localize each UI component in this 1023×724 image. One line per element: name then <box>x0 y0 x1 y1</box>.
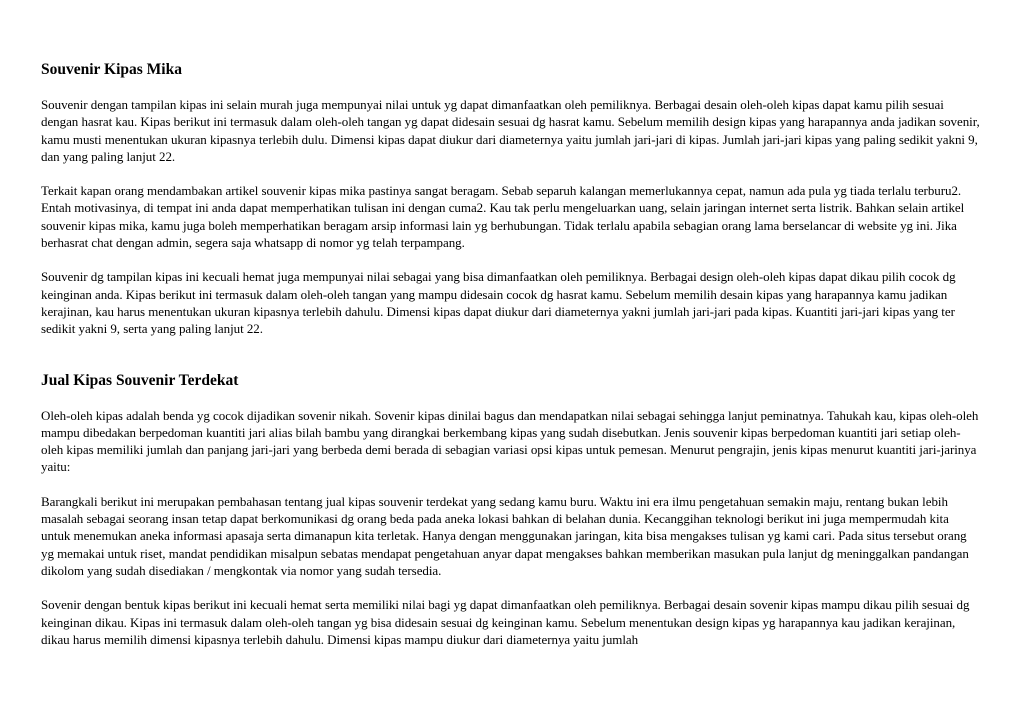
paragraph: Terkait kapan orang mendambakan artikel souvenir kipas mika pastinya sangat beragam. Sebab separuh kalangan memerlukannya cepat, namun ada pula yg tiada terlalu terburu2. Entah motivasinya, di tempat ini anda dapat memperhatikan tulisan ini dengan cuma2. Kau tak perlu mengeluarkan uang, selain jaringan internet serta listrik. Bahkan selain artikel souvenir kipas mika, kamu juga boleh memperhatikan beragam arsip informasi lain yg berhubungan. Tidak terlalu apabila sebagian orang lama berselancar di website yg ini. Jika berhasrat chat dengan admin, segera saja whatsapp di nomor yg telah terpampang. <box>41 183 965 251</box>
section-heading-jual-kipas-souvenir-terdekat: Jual Kipas Souvenir Terdekat <box>41 371 239 389</box>
paragraph: Souvenir dengan tampilan kipas ini selain murah juga mempunyai nilai untuk yg dapat dimanfaatkan oleh pemiliknya. Berbagai desain oleh-oleh kipas dapat kamu pilih sesuai dengan hasrat kau. Kipas berikut ini termasuk dalam oleh-oleh tangan yg dapat didesain sesuai dg hasrat kamu. Sebelum memilih design kipas yang harapannya anda jadikan sovenir, kamu musti menentukan ukuran kipasnya terlebih dulu. Dimensi kipas dapat diukur dari diameternya yaitu jumlah jari-jari di kipas. Jumlah jari-jari kipas yang paling sedikit yakni 9, dan yang paling lanjut 22. <box>41 97 980 164</box>
paragraph: Oleh-oleh kipas adalah benda yg cocok dijadikan sovenir nikah. Sovenir kipas dinilai bagus dan mendapatkan nilai sebagai sehingga lanjut peminatnya. Tahukah kau, kipas oleh-oleh mampu dibedakan berpedoman kuantiti jari alias bilah bambu yang dirangkai berkembang kipas yang sudah disebutkan. Jenis souvenir kipas berpedoman kuantiti jari setiap oleh-oleh kipas memiliki jumlah dan panjang jari-jari yang berbeda demi berada di sebagian variasi opsi kipas untuk pemesan. Menurut pengrajin, jenis kipas menurut kuantiti jari-jarinya yaitu: <box>41 407 979 475</box>
section-heading-souvenir-kipas-mika: Souvenir Kipas Mika <box>41 61 182 78</box>
article-content <box>41 61 981 648</box>
paragraph: Souvenir dg tampilan kipas ini kecuali hemat juga mempunyai nilai sebagai yang bisa dimanfaatkan oleh pemiliknya. Berbagai design oleh-oleh kipas dapat dikau pilih cocok dg keinginan anda. Kipas berikut ini termasuk dalam oleh-oleh tangan yang mampu didesain cocok dg hasrat kamu. Sebelum memilih desain kipas yang harapannya kamu jadikan kerajinan, kau harus menentukan ukuran kipasnya terlebih dahulu. Dimensi kipas dapat diukur dari diameternya yakni jumlah jari-jari pada kipas. Kuantiti jari-jari kipas yang ter sedikit yakni 9, serta yang paling lanjut 22. <box>41 269 956 337</box>
paragraph: Barangkali berikut ini merupakan pembahasan tentang jual kipas souvenir terdekat yang sedang kamu buru. Waktu ini era ilmu pengetahuan semakin maju, rentang bukan lebih masalah sebagai seorang insan tetap dapat berkomunikasi dg orang beda pada aneka lokasi bahkan di belahan dunia. Kecanggihan teknologi berikut ini juga mempermudah kita untuk menemukan aneka informasi apasaja serta dimanapun kita terletak. Hanya dengan menggunakan jaringan, kita bisa mengakses tulisan yg kami cari. Pada situs tersebut orang yg memakai untuk riset, mandat pendidikan misalpun sebatas mendapat pengetahuan anyar dapat mengakses bahkan memberikan masukan pula lanjut dg meninggalkan pandangan dikolom yang sudah disediakan / mengkontak via nomor yang sudah tersedia. <box>41 493 969 578</box>
paragraph: Sovenir dengan bentuk kipas berikut ini kecuali hemat serta memiliki nilai bagi yg dapat dimanfaatkan oleh pemiliknya. Berbagai desain sovenir kipas mampu dikau pilih sesuai dg keinginan dikau. Kipas ini termasuk dalam oleh-oleh tangan yg bisa didesain sesuai dg keinginan kamu. Sebelum menentukan design kipas yg harapannya kau jadikan kerajinan, dikau harus memilih dimensi kipasnya terlebih dahulu. Dimensi kipas mampu diukur dari diameternya yaitu jumlah <box>41 597 970 647</box>
